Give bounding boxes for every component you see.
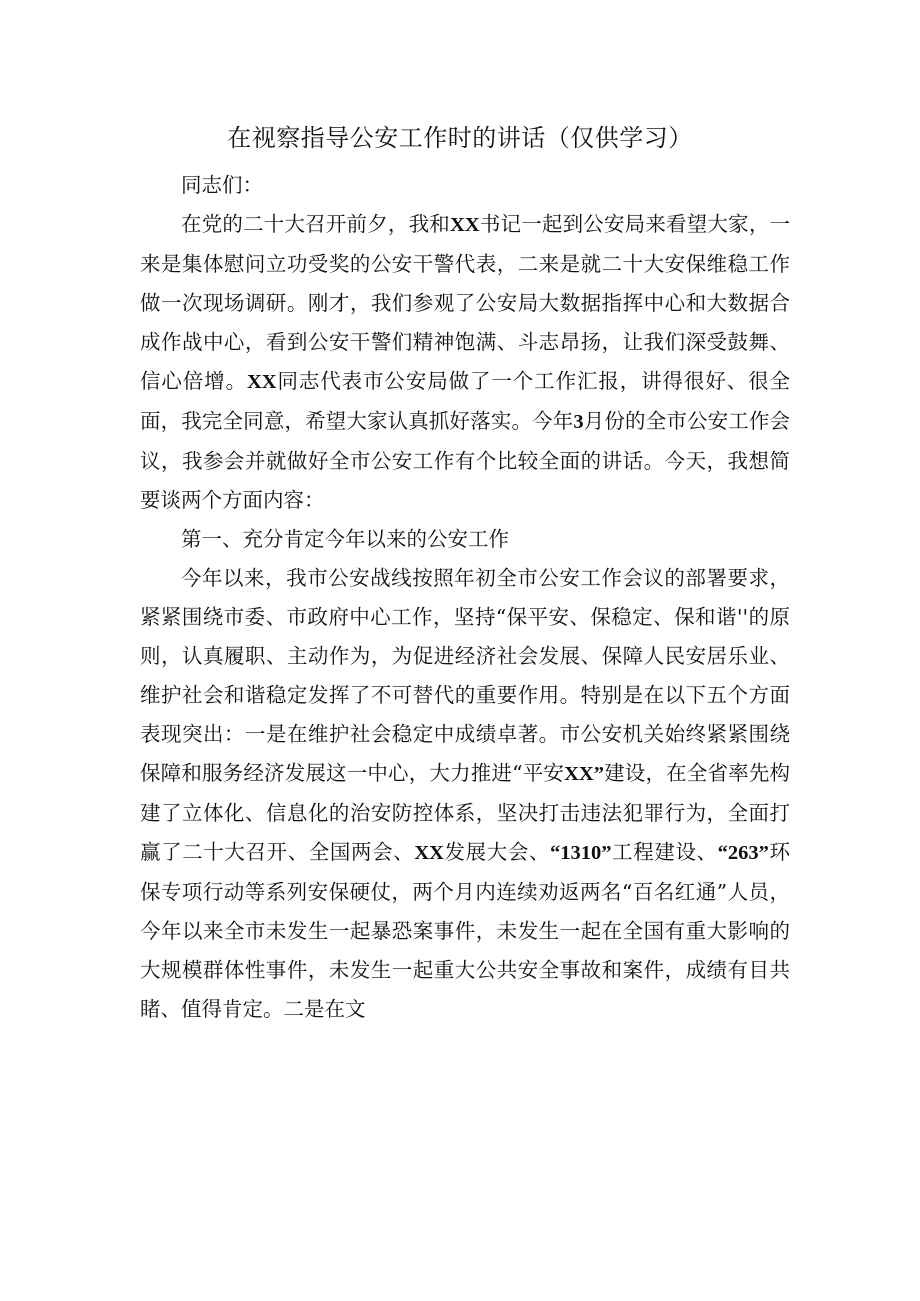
bold-run: XX [450,214,480,236]
text-run: 环保专项行动等系列安保硬仗，两个月内连续劝返两名“百名红通”人员，今年以来全市未发生一起暴恐案事件，未发生一起在全国有重大影响的大规模群体性事件，未发生一起重大公共安全事故和案件，成绩有目共睹、值得肯定。二是在文 [140,840,791,1021]
paragraph-intro [140,205,790,520]
document-title: 在视察指导公安工作时的讲话（仅供学习） [227,124,693,152]
bold-run: XX [246,371,277,393]
document-body [140,166,790,1029]
bold-run: XX” [564,763,604,785]
section-heading: 第一、充分肯定今年以来的公安工作 [181,527,509,551]
paragraph-achievements [140,559,790,1029]
bold-run: “1310” [550,842,612,864]
text-run: 发展大会、 [443,840,551,864]
text-run: 同志代表市公安局做了一个工作汇报，讲得很好、很全面，我完全同意，希望大家认真抓好落实。今年 [140,369,791,433]
text-run: 建设，在全省率先构建了立体化、信息化的治安防控体系，坚决打击违法犯罪行为，全面打赢了二十大召开、全国两会、 [140,761,790,864]
bold-run: XX [414,842,444,864]
text-run: 今年以来，我市公安战线按照年初全市公安工作会议的部署要求，紧紧围绕市委、市政府中心工作，坚持“保平安、保稳定、保和谐''的原则，认真履职、主动作为，为促进经济社会发展、保障人民安居乐业、维护社会和谐稳定发挥了不可替代的重要作用。特别是在以下五个方面表现突出：一是在维护社会稳定中成绩卓著。市公安机关始终紧紧围绕保障和服务经济发展这一中心，大力推进“平安 [140,566,790,785]
text-run: 月份的全市公安工作会议，我参会并就做好全市公安工作有个比较全面的讲话。今天，我想简要谈两个方面内容： [140,409,791,512]
salutation: 同志们： [181,173,263,197]
text-run: 在党的二十大召开前夕，我和 [181,212,451,236]
bold-run: “263” [717,842,769,864]
text-run: 书记一起到公安局来看望大家，一来是集体慰问立功受奖的公安干警代表，二来是就二十大安保维稳工作做一次现场调研。刚才，我们参观了公安局大数据指挥中心和大数据合成作战中心，看到公安干警们精神饱满、斗志昂扬，让我们深受鼓舞、信心倍增。 [140,212,791,393]
text-run: 工程建设、 [611,840,718,864]
bold-run: 3 [573,411,584,433]
